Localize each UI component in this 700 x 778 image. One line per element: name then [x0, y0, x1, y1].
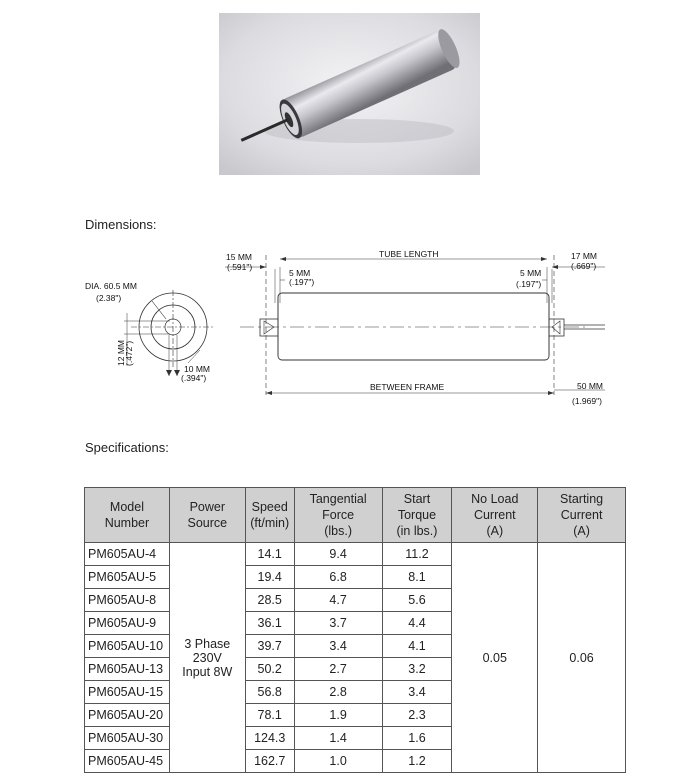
torque-cell: 4.4 — [382, 612, 452, 635]
header-no-load-current: No Load Current (A) — [452, 488, 538, 543]
cable-mm: 50 MM — [577, 381, 603, 391]
shaft-mm: 12 MM — [116, 340, 126, 366]
force-cell: 3.7 — [294, 612, 382, 635]
speed-cell: 162.7 — [245, 750, 294, 773]
no-load-current-cell: 0.05 — [452, 543, 538, 773]
speed-cell: 78.1 — [245, 704, 294, 727]
force-cell: 2.7 — [294, 658, 382, 681]
speed-cell: 28.5 — [245, 589, 294, 612]
left-end-mm: 15 MM — [226, 252, 252, 262]
specifications-table — [84, 487, 626, 773]
model-cell: PM605AU-9 — [85, 612, 170, 635]
table-row — [85, 543, 626, 566]
specifications-label: Specifications: — [85, 440, 169, 455]
speed-cell: 39.7 — [245, 635, 294, 658]
tube-length: TUBE LENGTH — [379, 249, 439, 259]
right-gap-mm: 5 MM — [520, 268, 542, 278]
starting-current-cell: 0.06 — [538, 543, 626, 773]
force-cell: 1.9 — [294, 704, 382, 727]
model-cell: PM605AU-30 — [85, 727, 170, 750]
header-starting-current: Starting Current (A) — [538, 488, 626, 543]
torque-cell: 3.2 — [382, 658, 452, 681]
torque-cell: 3.4 — [382, 681, 452, 704]
header-tangential-force: Tangential Force (lbs.) — [294, 488, 382, 543]
torque-cell: 5.6 — [382, 589, 452, 612]
left-gap-inch: (.197") — [289, 277, 315, 287]
model-cell: PM605AU-20 — [85, 704, 170, 727]
torque-cell: 1.2 — [382, 750, 452, 773]
force-cell: 4.7 — [294, 589, 382, 612]
header-model-number: Model Number — [85, 488, 170, 543]
header-speed: Speed (ft/min) — [245, 488, 294, 543]
dia-label: DIA. 60.5 MM — [85, 281, 137, 291]
dia-inch: (2.38") — [96, 293, 122, 303]
product-photo — [219, 13, 480, 175]
dimensions-drawing — [80, 245, 615, 410]
speed-cell: 124.3 — [245, 727, 294, 750]
header-power-source: Power Source — [169, 488, 245, 543]
torque-cell: 11.2 — [382, 543, 452, 566]
table-header-row — [85, 488, 626, 543]
force-cell: 2.8 — [294, 681, 382, 704]
model-cell: PM605AU-4 — [85, 543, 170, 566]
torque-cell: 4.1 — [382, 635, 452, 658]
torque-cell: 2.3 — [382, 704, 452, 727]
model-cell: PM605AU-10 — [85, 635, 170, 658]
model-cell: PM605AU-5 — [85, 566, 170, 589]
cable-inch: (1.969") — [572, 396, 602, 406]
model-cell: PM605AU-13 — [85, 658, 170, 681]
model-cell: PM605AU-45 — [85, 750, 170, 773]
between-frame: BETWEEN FRAME — [370, 382, 445, 392]
torque-cell: 1.6 — [382, 727, 452, 750]
speed-cell: 50.2 — [245, 658, 294, 681]
force-cell: 6.8 — [294, 566, 382, 589]
speed-cell: 19.4 — [245, 566, 294, 589]
torque-cell: 8.1 — [382, 566, 452, 589]
speed-cell: 14.1 — [245, 543, 294, 566]
shaft-inch: (.472") — [124, 340, 134, 366]
force-cell: 3.4 — [294, 635, 382, 658]
left-gap-mm: 5 MM — [289, 268, 311, 278]
right-end-inch: (.669") — [571, 261, 597, 271]
flat-inch: (.394") — [181, 373, 207, 383]
force-cell: 1.0 — [294, 750, 382, 773]
left-end-inch: (.591") — [227, 262, 253, 272]
right-end-mm: 17 MM — [571, 251, 597, 261]
speed-cell: 56.8 — [245, 681, 294, 704]
model-cell: PM605AU-15 — [85, 681, 170, 704]
power-source-cell: 3 Phase 230V Input 8W — [169, 543, 245, 773]
right-gap-inch: (.197") — [516, 279, 542, 289]
force-cell: 1.4 — [294, 727, 382, 750]
flat-mm: 10 MM — [184, 364, 210, 374]
force-cell: 9.4 — [294, 543, 382, 566]
header-start-torque: Start Torque (in lbs.) — [382, 488, 452, 543]
model-cell: PM605AU-8 — [85, 589, 170, 612]
dimensions-label: Dimensions: — [85, 217, 157, 232]
speed-cell: 36.1 — [245, 612, 294, 635]
